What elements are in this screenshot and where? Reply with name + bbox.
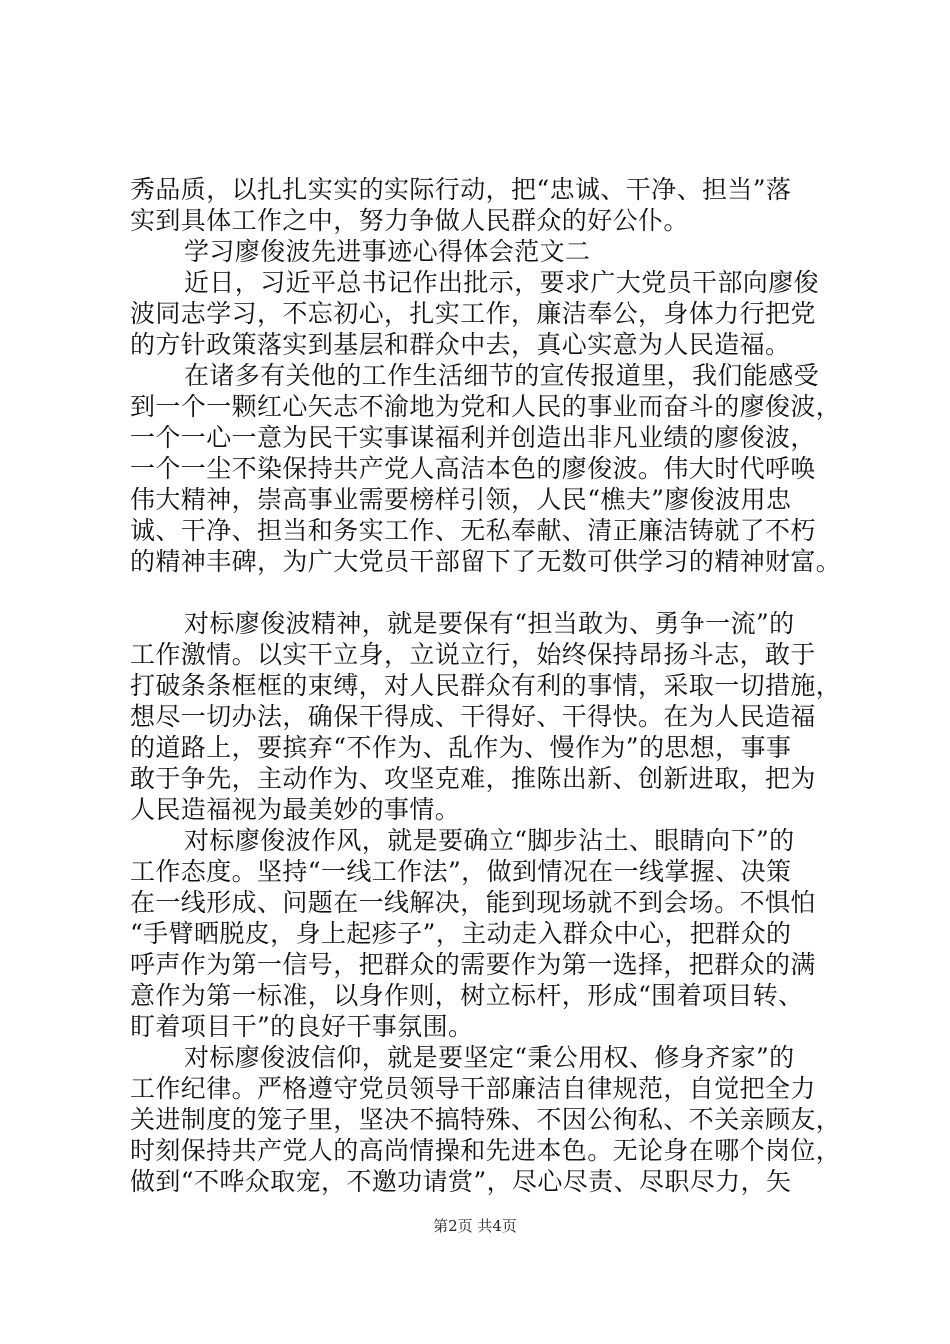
paragraph-line: 时刻保持共产党人的高尚情操和先进本色。无论身在哪个岗位， [130, 1136, 842, 1165]
section-heading: 学习廖俊波先进事迹心得体会范文二 [184, 237, 591, 266]
paragraph-line: 的道路上，要摈弃“不作为、乱作为、慢作为”的思想，事事 [130, 733, 792, 762]
paragraph-line: 对标廖俊波信仰，就是要坚定“秉公用权、修身齐家”的 [184, 1043, 795, 1072]
paragraph-line: 在一线形成、问题在一线解决，能到现场就不到会场。不惧怕 [130, 888, 816, 917]
paragraph-line: 打破条条框框的束缚，对人民群众有利的事情，采取一切措施， [130, 671, 842, 700]
paragraph-line: 工作态度。坚持“一线工作法”，做到情况在一线掌握、决策 [130, 857, 792, 886]
paragraph-line: 的方针政策落实到基层和群众中去，真心实意为人民造福。 [130, 330, 791, 359]
paragraph-line: 敢于争先，主动作为、攻坚克难，推陈出新、创新进取，把为 [130, 764, 816, 793]
paragraph-line: 对标廖俊波精神，就是要保有“担当敢为、勇争一流”的 [184, 609, 795, 638]
paragraph-line: 意作为第一标准，以身作则，树立标杆，形成“围着项目转、 [130, 981, 804, 1010]
page-number-footer: 第2页 共4页 [433, 1217, 517, 1235]
paragraph-line: “手臂晒脱皮，身上起疹子”，主动走入群众中心，把群众的 [130, 919, 792, 948]
paragraph-line: 关进制度的笼子里，坚决不搞特殊、不因公徇私、不关亲顾友， [130, 1105, 842, 1134]
paragraph-line: 一个一尘不染保持共产党人高洁本色的廖俊波。伟大时代呼唤 [130, 454, 816, 483]
paragraph-line: 做到“不哗众取宠，不邀功请赏”，尽心尽责、尽职尽力，矢 [130, 1167, 792, 1196]
paragraph-line: 伟大精神，崇高事业需要榜样引领，人民“樵夫”廖俊波用忠 [130, 485, 792, 514]
paragraph-line: 波同志学习，不忘初心，扎实工作，廉洁奉公，身体力行把党 [130, 299, 816, 328]
paragraph-line: 到一个一颗红心矢志不渝地为党和人民的事业而奋斗的廖俊波， [130, 392, 842, 421]
paragraph-line: 一个一心一意为民干实事谋福利并创造出非凡业绩的廖俊波， [130, 423, 816, 452]
paragraph-line: 在诸多有关他的工作生活细节的宣传报道里，我们能感受 [184, 361, 820, 390]
paragraph-line: 的精神丰碑，为广大党员干部留下了无数可供学习的精神财富。 [130, 547, 842, 576]
paragraph-spacer [130, 577, 830, 608]
paragraph-line: 盯着项目干”的良好干事氛围。 [130, 1012, 474, 1041]
paragraph-line: 实到具体工作之中，努力争做人民群众的好公仆。 [130, 206, 689, 235]
paragraph-line: 人民造福视为最美妙的事情。 [130, 795, 461, 824]
paragraph-line: 诚、干净、担当和务实工作、无私奉献、清正廉洁铸就了不朽 [130, 516, 816, 545]
paragraph-line: 工作激情。以实干立身，立说立行，始终保持昂扬斗志，敢于 [130, 640, 816, 669]
document-body [130, 174, 842, 1197]
paragraph-line: 秀品质，以扎扎实实的实际行动，把“忠诚、干净、担当”落 [130, 175, 792, 204]
paragraph-line: 呼声作为第一信号，把群众的需要作为第一选择，把群众的满 [130, 950, 816, 979]
paragraph-line: 工作纪律。严格遵守党员领导干部廉洁自律规范，自觉把全力 [130, 1074, 816, 1103]
paragraph-line: 对标廖俊波作风，就是要确立“脚步沾土、眼睛向下”的 [184, 826, 795, 855]
paragraph-line: 近日，习近平总书记作出批示，要求广大党员干部向廖俊 [184, 268, 820, 297]
paragraph-line: 想尽一切办法，确保干得成、干得好、干得快。在为人民造福 [130, 702, 816, 731]
